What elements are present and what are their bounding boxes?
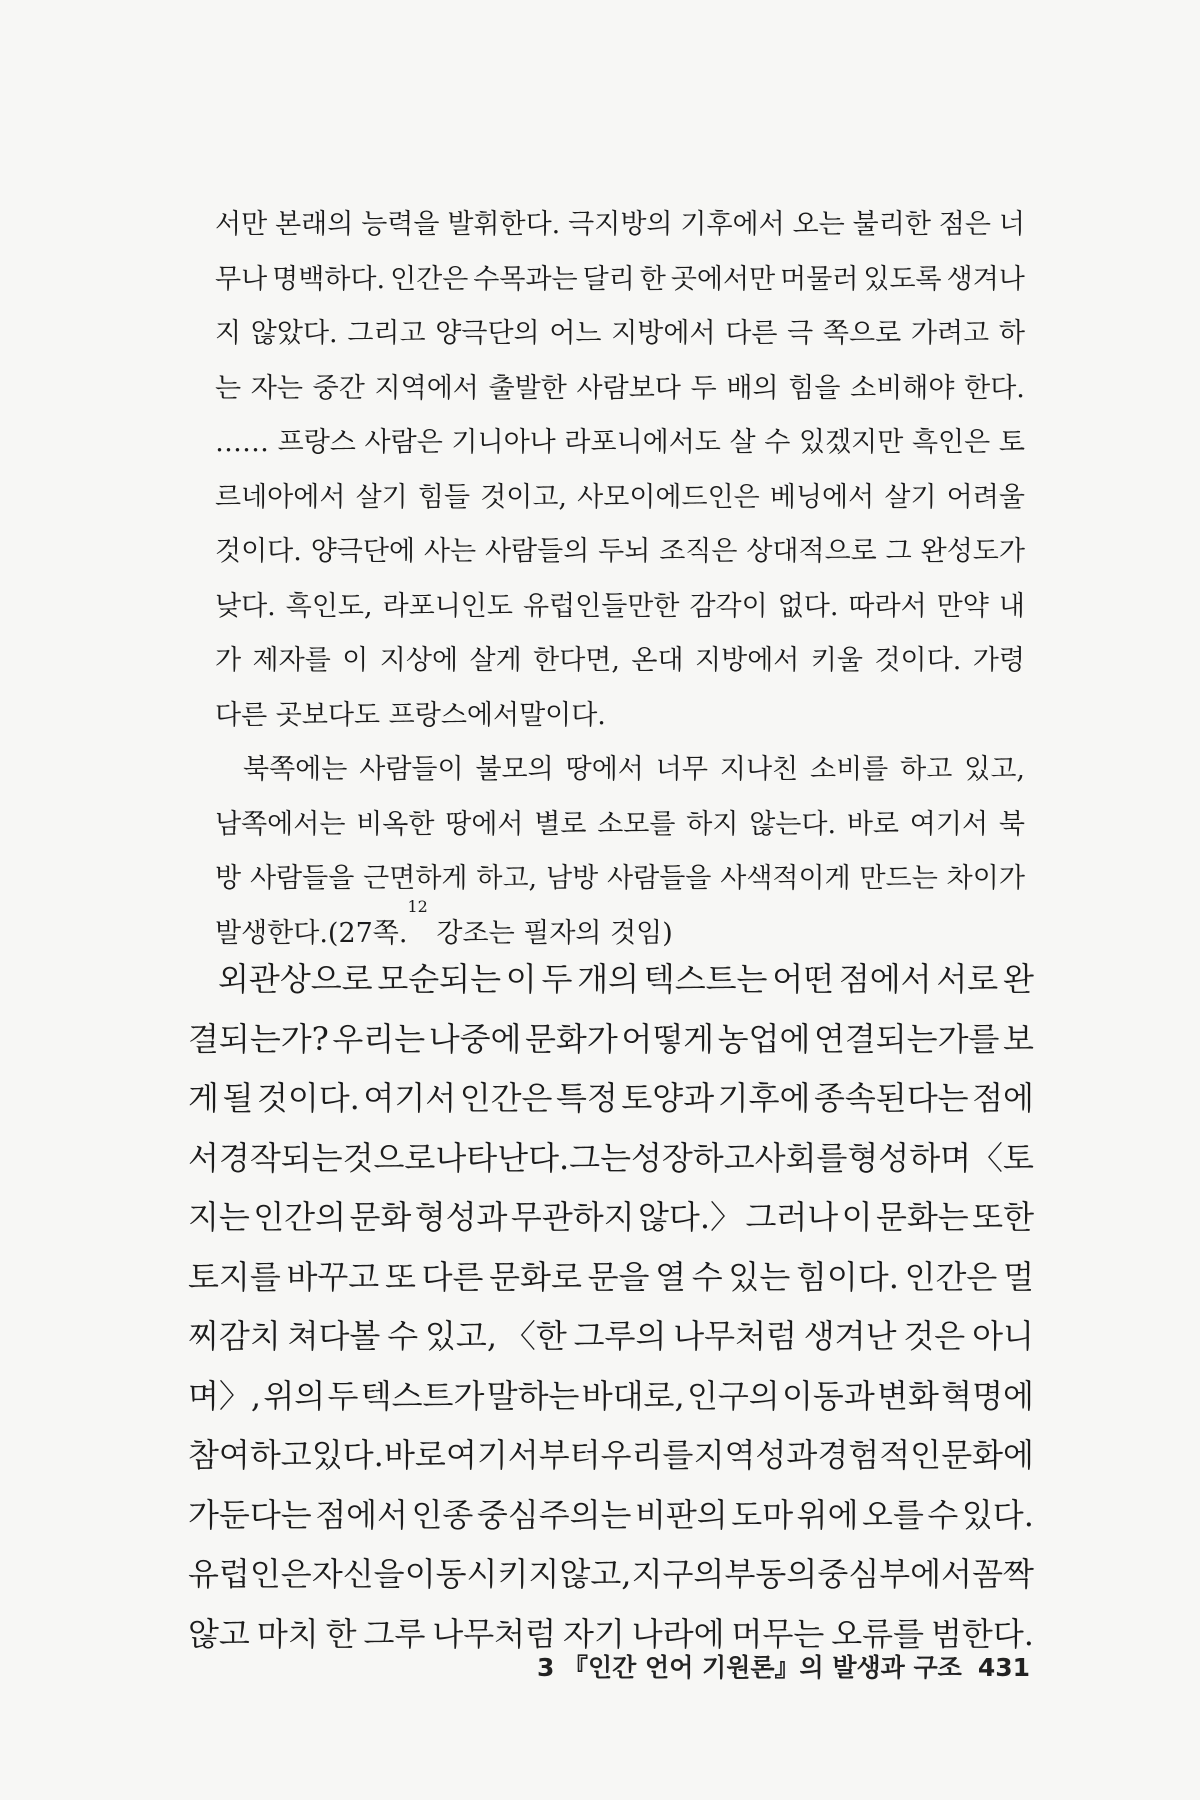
- word: 흑인도,: [285, 590, 373, 622]
- word: 너무: [655, 754, 708, 785]
- word: 소비해야: [850, 372, 955, 404]
- word: 문을: [587, 1257, 650, 1296]
- word: 양극단에: [310, 536, 416, 567]
- word: 방: [215, 863, 242, 894]
- word: 꼼짝: [972, 1555, 1034, 1593]
- word: 한: [639, 263, 666, 295]
- body-line: [188, 1069, 1034, 1129]
- body-line: [188, 1129, 1034, 1189]
- word: 나무처럼: [673, 1317, 797, 1355]
- word: 지방에서: [695, 645, 800, 676]
- body-line: [188, 1307, 1034, 1367]
- word: 것이다.: [256, 1079, 360, 1117]
- word: 바대로,: [581, 1376, 685, 1415]
- word: 본래의: [275, 209, 354, 240]
- word: 부동의: [724, 1555, 818, 1593]
- word: 두: [541, 960, 573, 998]
- word: 두: [327, 1376, 359, 1415]
- word: 지방에서: [611, 318, 716, 349]
- word: 라포니에서도: [564, 427, 721, 458]
- word: 있고,: [964, 754, 1025, 785]
- word: 참여하고: [188, 1436, 312, 1474]
- quote-line: [215, 525, 1025, 580]
- word: 힘들: [417, 481, 471, 513]
- word: 르네아에서: [215, 481, 346, 513]
- word: 하: [998, 318, 1025, 349]
- word: 달리: [582, 263, 635, 295]
- word: 무나: [215, 263, 268, 295]
- word: 감각이: [689, 590, 768, 622]
- word: 사람들을: [249, 863, 355, 894]
- word: 사람들이: [359, 754, 464, 785]
- word: 근면하게: [363, 863, 468, 894]
- word: 수목과는: [473, 263, 578, 295]
- word: 배의: [726, 372, 779, 404]
- word: 경험적인: [817, 1436, 942, 1474]
- word: 점에: [972, 1079, 1034, 1117]
- word: 만약: [936, 590, 989, 622]
- word: 쳐다볼: [287, 1317, 381, 1355]
- body-line: [188, 1545, 1034, 1605]
- word: 텍스트가: [360, 1376, 485, 1415]
- word: 연결되는가를: [813, 1019, 1000, 1058]
- word: 머무는: [731, 1614, 825, 1653]
- word: 그러나: [745, 1198, 839, 1236]
- page-footer: [537, 1648, 1030, 1684]
- word: 있도록: [863, 263, 942, 295]
- word: 있다.: [311, 1436, 384, 1474]
- word: 인종: [411, 1495, 474, 1534]
- word: 인간의: [253, 1198, 347, 1236]
- quote-line: [215, 798, 1025, 853]
- word: 완: [1002, 960, 1034, 998]
- quote-line: [215, 580, 1025, 635]
- word: 서로: [936, 960, 999, 998]
- word: 양극단의: [435, 318, 540, 349]
- running-head: 3 『인간 언어 기원론』의 발생과 구조: [536, 1653, 962, 1682]
- word: 오를: [862, 1495, 924, 1534]
- word: 불모의: [475, 754, 554, 785]
- body-line: [188, 1248, 1034, 1308]
- word: 서: [188, 1138, 219, 1177]
- word: 극: [787, 318, 814, 349]
- word: 다른: [725, 318, 778, 349]
- word: 그리고: [347, 318, 426, 349]
- word: 라포니인도: [382, 590, 513, 622]
- word: 있는: [728, 1257, 791, 1296]
- word: 지상에: [379, 645, 459, 676]
- word: 나타난다.: [435, 1138, 570, 1177]
- word: 살게: [469, 645, 522, 676]
- word: 지는: [188, 1198, 250, 1236]
- word: 흑인은: [911, 427, 991, 458]
- word: 출발한: [488, 372, 567, 404]
- word: 모순되는: [377, 960, 501, 998]
- quote-emphasis-note: 강조는 필자의 것임): [427, 917, 673, 949]
- word: 사람은: [364, 427, 443, 458]
- word: 있겠지만: [799, 427, 904, 458]
- word: 없다.: [777, 590, 839, 622]
- word: 점에서: [838, 960, 932, 998]
- word: 될: [222, 1079, 254, 1117]
- word: 소비를: [810, 754, 889, 785]
- word: 토지를: [188, 1257, 281, 1296]
- word: 두: [690, 372, 717, 404]
- word: 수: [691, 1257, 723, 1296]
- word: 무관하지: [510, 1198, 635, 1236]
- word: 수: [927, 1495, 959, 1534]
- word: 지역에서: [374, 372, 479, 404]
- word: 인구의: [686, 1376, 780, 1415]
- word: 것은: [903, 1317, 966, 1355]
- word: 나라에: [631, 1614, 725, 1653]
- word: 생겨난: [803, 1317, 897, 1355]
- word: 내: [998, 590, 1025, 622]
- word: 열: [655, 1257, 687, 1296]
- word: 자는: [250, 372, 303, 404]
- word: 혁명에: [941, 1376, 1034, 1415]
- word: 베닝에서: [769, 481, 875, 513]
- word: 수: [764, 427, 791, 458]
- word: 않고: [188, 1614, 250, 1653]
- word: 는: [215, 372, 242, 404]
- word: 사람들의: [484, 536, 590, 567]
- word: 보: [1002, 1019, 1034, 1058]
- word: 완성도가: [920, 536, 1025, 567]
- word: 도마: [731, 1495, 794, 1534]
- word: 지구의: [631, 1555, 725, 1593]
- word: 땅에서: [445, 808, 524, 840]
- word: 않다.〉: [638, 1198, 742, 1236]
- word: 기후에서: [680, 209, 785, 240]
- word: 이동과: [782, 1376, 875, 1415]
- word: 멀: [1003, 1257, 1034, 1296]
- word: 상대적으로: [746, 536, 877, 567]
- word: 가: [215, 645, 242, 676]
- word: 특정: [556, 1079, 618, 1117]
- word: 나중에: [428, 1019, 522, 1058]
- word: 중간: [312, 372, 365, 404]
- word: 성장하고: [630, 1138, 755, 1177]
- word: 이동시키지: [404, 1555, 560, 1593]
- word: 낮다.: [215, 590, 276, 622]
- word: 키울: [810, 645, 863, 676]
- word: 그: [885, 536, 912, 567]
- word: 머물러: [780, 263, 859, 295]
- word: 텍스트는: [643, 960, 768, 998]
- word: 자기: [562, 1614, 625, 1653]
- word: 비옥한: [356, 808, 435, 840]
- word: 유럽인들만한: [522, 590, 680, 622]
- word: 살기: [884, 481, 937, 513]
- word: 하지: [686, 808, 739, 840]
- word: 그루: [363, 1614, 426, 1653]
- word: 오는: [792, 209, 845, 240]
- word: 명백하다.: [272, 263, 386, 295]
- word: 북: [998, 808, 1025, 840]
- word: 다른: [421, 1257, 484, 1296]
- word: 소모를: [597, 808, 676, 840]
- word: 결되는가?: [188, 1019, 329, 1058]
- word: 사람보다: [576, 372, 681, 404]
- word: 여기서: [363, 1079, 457, 1117]
- word: 지역성과: [693, 1436, 818, 1474]
- word: 쪽으로: [822, 318, 902, 349]
- word: 것이고,: [480, 481, 568, 513]
- word: 않는다.: [749, 808, 837, 840]
- word: 생겨나: [946, 263, 1025, 295]
- word: 온대: [631, 645, 684, 676]
- word: 경작되는: [218, 1138, 343, 1177]
- quote-line: [215, 634, 1025, 689]
- quote-line: 다른 곳보다도 프랑스에서말이다.: [215, 699, 606, 731]
- word: 위에: [796, 1495, 859, 1534]
- word: 프랑스: [277, 427, 356, 458]
- quote-line: [215, 307, 1025, 362]
- quote-line: [215, 743, 1025, 798]
- word: 그루의: [573, 1317, 667, 1355]
- word: 땅에서: [565, 754, 644, 785]
- body-line: [188, 1486, 1034, 1546]
- word: 점은: [938, 209, 991, 240]
- word: 형성하며: [847, 1138, 972, 1177]
- word: 어떻게: [621, 1019, 715, 1058]
- word: 게: [188, 1079, 219, 1117]
- word: 인간은: [390, 263, 469, 295]
- word: 것이다.: [874, 645, 962, 676]
- word: 변화: [877, 1376, 939, 1415]
- word: 점에서: [315, 1495, 408, 1534]
- word: 우리는: [332, 1019, 426, 1058]
- word: 문화로: [489, 1257, 582, 1296]
- word: 사색적이게: [720, 863, 851, 894]
- word: 비판의: [634, 1495, 728, 1534]
- word: 지나친: [719, 754, 799, 785]
- body-line: [188, 1010, 1034, 1070]
- word: 중심부에서: [817, 1555, 972, 1593]
- quote-line: [215, 416, 1025, 471]
- word: 사모이에드인은: [577, 481, 760, 513]
- word: 것으로: [342, 1138, 436, 1177]
- word: 이: [841, 1198, 873, 1236]
- word: 힘을: [788, 372, 841, 404]
- word: 별로: [534, 808, 587, 840]
- word: 토양과: [621, 1079, 715, 1117]
- word: 남쪽에서는: [215, 808, 346, 840]
- word: 나무처럼: [432, 1614, 556, 1653]
- word: 사는: [423, 536, 477, 567]
- word: 아니: [972, 1317, 1034, 1355]
- word: 가둔다는: [188, 1495, 312, 1534]
- word: 가려고: [910, 318, 990, 349]
- word: 발휘한다.: [447, 209, 561, 240]
- word: 위의: [263, 1376, 326, 1415]
- body-line: [188, 1426, 1034, 1486]
- footnote-marker: 12: [407, 896, 428, 916]
- word: 너: [998, 209, 1025, 240]
- word: 남방: [546, 863, 599, 894]
- word: 문화가: [525, 1019, 618, 1058]
- word: 있다.: [961, 1495, 1034, 1534]
- word: 중심주의는: [476, 1495, 632, 1534]
- word: 있고,: [425, 1317, 497, 1355]
- page-number: 431: [977, 1653, 1030, 1682]
- body-line: [188, 1367, 1034, 1427]
- word: 인간은: [904, 1257, 998, 1296]
- quote-citation: 발생한다.(27쪽.: [215, 917, 408, 949]
- word: 어려울: [946, 481, 1025, 513]
- word: 수: [387, 1317, 419, 1355]
- word: 이: [505, 960, 537, 998]
- word: 또: [384, 1257, 416, 1296]
- word: 찌감치: [188, 1317, 281, 1355]
- word: ……: [215, 427, 269, 458]
- word: 농업에: [717, 1019, 811, 1058]
- word: 한: [325, 1614, 357, 1653]
- word: 따라서: [848, 590, 927, 622]
- word: 여기서: [909, 808, 989, 840]
- word: 곳에서만: [670, 263, 776, 295]
- word: 형성과: [414, 1198, 508, 1236]
- word: 가령: [972, 645, 1025, 676]
- word: 않았다.: [250, 318, 338, 349]
- word: 제자를: [252, 645, 331, 676]
- word: 한다.: [964, 372, 1025, 404]
- word: 이: [342, 645, 369, 676]
- word: 바꾸고: [286, 1257, 380, 1296]
- word: 〈한: [503, 1317, 567, 1355]
- word: 기후에: [717, 1079, 811, 1117]
- word: 하고: [900, 754, 953, 785]
- word: 여기서부터: [445, 1436, 601, 1474]
- word: 마치: [256, 1614, 319, 1653]
- quote-line: [215, 253, 1025, 308]
- word: 조직은: [659, 536, 738, 567]
- word: 기니아나: [451, 427, 556, 458]
- word: 〈토: [971, 1138, 1034, 1177]
- word: 바로: [383, 1436, 446, 1474]
- word: 두뇌: [598, 536, 651, 567]
- word: 문화에: [941, 1436, 1034, 1474]
- word: 우리를: [600, 1436, 694, 1474]
- word: 어느: [549, 318, 602, 349]
- word: 한다면,: [533, 645, 620, 676]
- word: 며〉,: [188, 1376, 262, 1415]
- word: 만드는: [859, 863, 938, 894]
- word: 오류를: [831, 1614, 925, 1653]
- word: 개의: [577, 960, 640, 998]
- word: 능력을: [361, 209, 440, 240]
- word: 그는: [569, 1138, 631, 1177]
- word: 힘이다.: [795, 1257, 899, 1296]
- word: 불리한: [852, 209, 931, 240]
- word: 바로: [846, 808, 899, 840]
- word: 종속된다는: [813, 1079, 969, 1117]
- word: 살: [729, 427, 756, 458]
- word: 극지방의: [568, 209, 673, 240]
- word: 서만: [215, 209, 268, 240]
- block-quote: [215, 198, 1025, 961]
- word: 것이다.: [215, 536, 302, 567]
- word: 유럽인은: [188, 1555, 312, 1593]
- word: 지: [215, 318, 242, 349]
- quote-line: [215, 852, 1025, 907]
- quote-line: [215, 198, 1025, 253]
- word: 않고,: [559, 1555, 632, 1593]
- word: 하고,: [476, 863, 538, 894]
- quote-line: [215, 471, 1025, 526]
- word: 문화는: [875, 1198, 969, 1236]
- word: 문화: [349, 1198, 412, 1236]
- word: 외관상으로: [218, 960, 373, 998]
- body-line: [188, 1188, 1034, 1248]
- body-line: [188, 950, 1034, 1010]
- word: 북쪽에는: [243, 754, 348, 785]
- word: 말하는: [486, 1376, 580, 1415]
- quote-line: [215, 362, 1025, 417]
- word: 토: [998, 427, 1025, 458]
- word: 어떤: [772, 960, 835, 998]
- word: 범한다.: [931, 1614, 1034, 1653]
- word: 살기: [355, 481, 408, 513]
- word: 차이가: [946, 863, 1025, 894]
- word: 사회를: [754, 1138, 848, 1177]
- word: 인간은: [459, 1079, 553, 1117]
- word: 자신을: [311, 1555, 405, 1593]
- body-paragraph: [188, 950, 1034, 1664]
- word: 사람들을: [607, 863, 712, 894]
- word: 또한: [972, 1198, 1034, 1236]
